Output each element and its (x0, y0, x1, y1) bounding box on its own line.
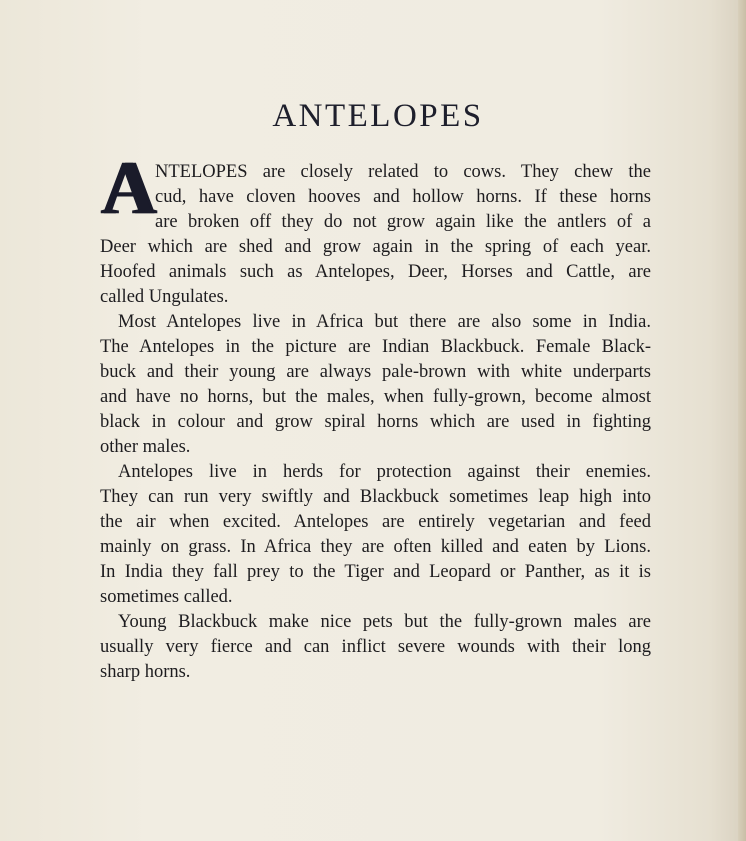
text-line: Hoofed animals such as Antelopes, Deer, Horses and Cattle, are (100, 262, 651, 282)
text-line: are broken off they do not grow again like the antlers of a (155, 212, 651, 232)
text-line: usually very fierce and can inflict severe wounds with their long (100, 637, 651, 657)
text-line: The Antelopes in the picture are Indian Blackbuck. Female Black- (100, 337, 651, 357)
text-line: called Ungulates. (100, 287, 229, 307)
text-line: Deer which are shed and grow again in the spring of each year. (100, 237, 651, 257)
page-title: ANTELOPES (272, 98, 484, 134)
text-line: cud, have cloven hooves and hollow horns. If these horns (155, 187, 651, 207)
text-line: They can run very swiftly and Blackbuck sometimes leap high into (100, 487, 651, 507)
text-line: Young Blackbuck make nice pets but the fully-grown males are (118, 612, 651, 632)
text-line: and have no horns, but the males, when fully-grown, become almost (100, 387, 651, 407)
text-line: mainly on grass. In Africa they are often killed and eaten by Lions. (100, 537, 651, 557)
text-line: In India they fall prey to the Tiger and Leopard or Panther, as it is (100, 562, 651, 582)
drop-cap: A (100, 146, 155, 230)
text-line: sharp horns. (100, 662, 191, 682)
text-line: the air when excited. Antelopes are entirely vegetarian and feed (100, 512, 651, 532)
text-line: Most Antelopes live in Africa but there are also some in India. (118, 312, 651, 332)
text-line: buck and their young are always pale-brown with white underparts (100, 362, 651, 382)
text-line: NTELOPES are closely related to cows. They chew the (155, 162, 651, 182)
text-line: black in colour and grow spiral horns which are used in fighting (100, 412, 651, 432)
text-line: Antelopes live in herds for protection against their enemies. (118, 462, 651, 482)
text-line: other males. (100, 437, 191, 457)
text-line: sometimes called. (100, 587, 233, 607)
